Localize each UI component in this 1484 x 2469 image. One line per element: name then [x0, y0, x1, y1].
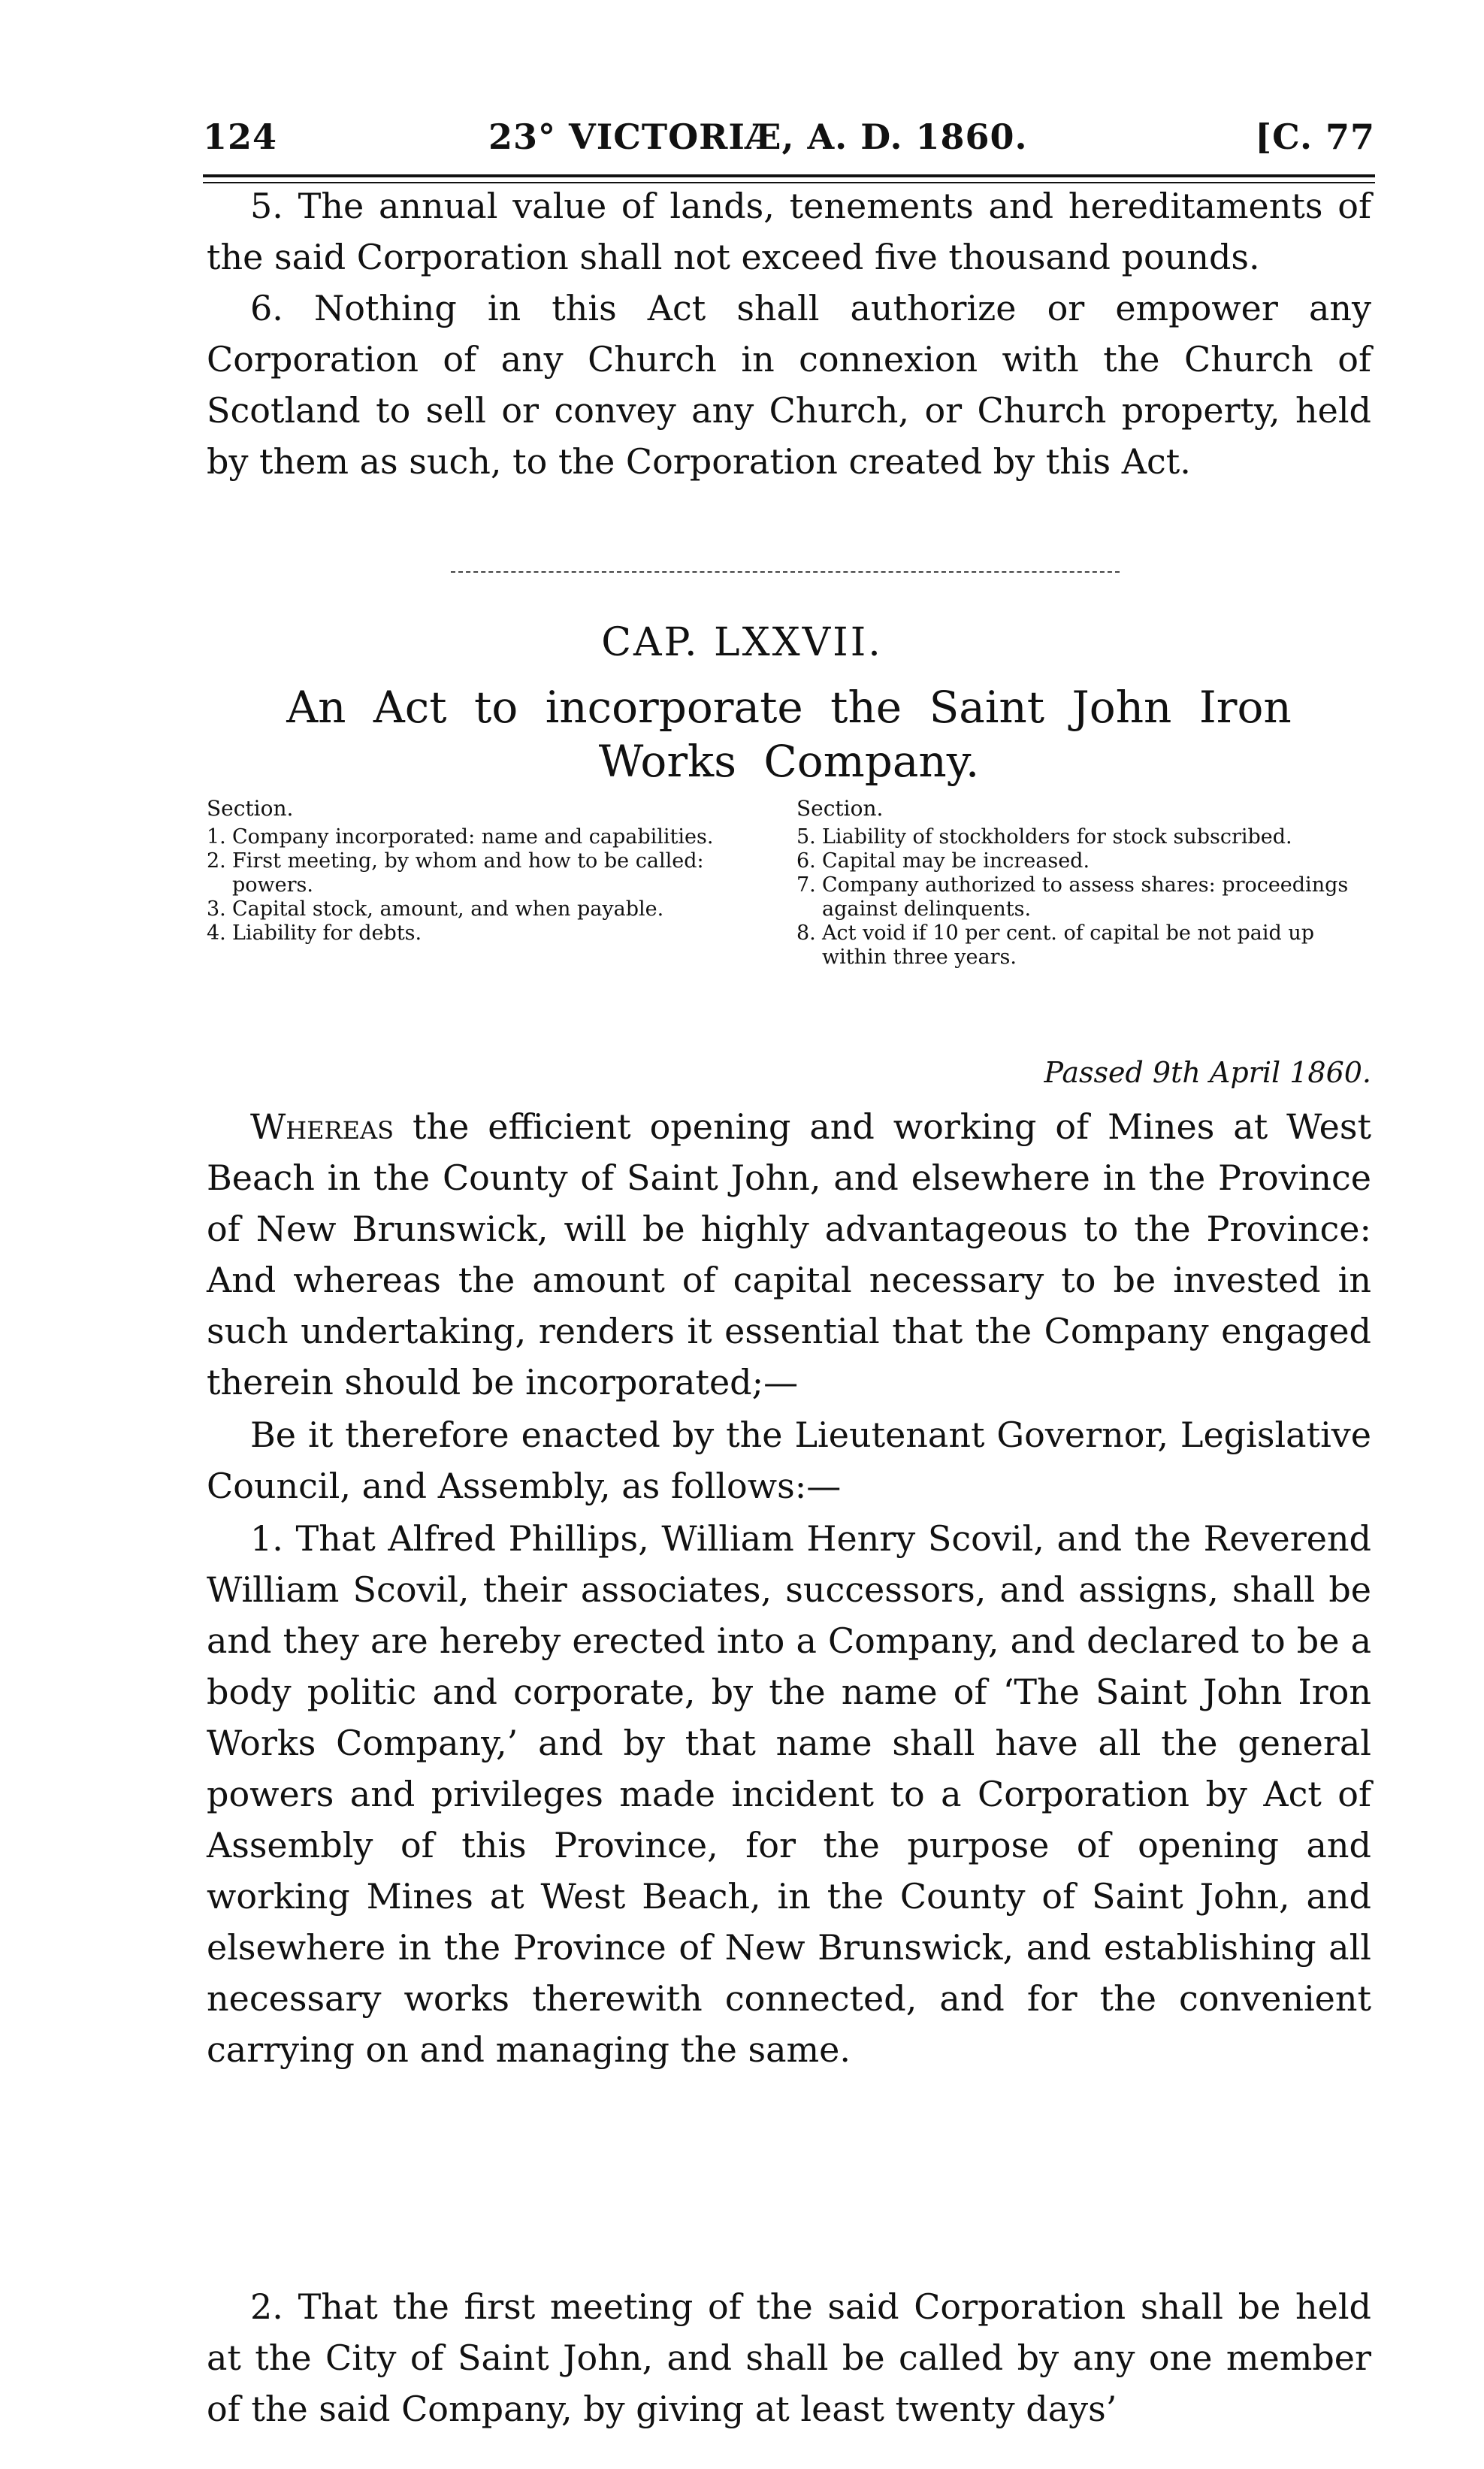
contents-heading: Section.	[796, 796, 884, 821]
contents-right-column	[796, 797, 1375, 970]
contents-item: 7. Company authorized to assess shares: proceedings against delinquents.	[796, 873, 1349, 921]
section-5-paragraph: 5. The annual value of lands, tenements and hereditaments of the said Corporation shall not exceed five thousand pounds.	[207, 186, 1371, 277]
preamble-text: the efficient opening and working of Mines at West Beach in the County of Saint John, and elsewhere in the Province of New Brunswick, will be highly advantageous to the Province: And whereas the amount of capital necessary to be invested in such undertaking, renders it essential that the Company engaged therein should be incorporated;—	[207, 1106, 1371, 1402]
contents-left-column	[207, 797, 778, 946]
contents-item: 8. Act void if 10 per cent. of capital be not paid up within three years.	[796, 921, 1315, 969]
contents-item: 2. First meeting, by whom and how to be called: powers.	[207, 849, 704, 897]
section-divider	[451, 571, 1120, 580]
header-rule-top	[203, 174, 1375, 177]
preamble-lead-word: Whereas	[250, 1106, 394, 1147]
contents-item: 3. Capital stock, amount, and when payable.	[207, 897, 664, 921]
enacting-clause: Be it therefore enacted by the Lieutenant Governor, Legislative Council, and Assembly, as follows:—	[207, 1415, 1371, 1506]
section-6-paragraph: 6. Nothing in this Act shall authorize or empower any Corporation of any Church in connexion with the Church of Scotland to sell or convey any Church, or Church property, held by them as such, to the Corporation created by this Act.	[207, 288, 1371, 482]
chapter-reference: [C. 77	[1255, 116, 1375, 157]
chapter-number: CAP. LXXVII.	[601, 620, 883, 665]
contents-heading: Section.	[207, 796, 294, 821]
preamble-paragraph	[207, 1101, 1371, 1408]
act-title: An Act to incorporate the Saint John Iron Works Company.	[286, 682, 1292, 787]
contents-item: 4. Liability for debts.	[207, 921, 422, 945]
section-1-paragraph: 1. That Alfred Phillips, William Henry Scovil, and the Reverend William Scovil, their associates, successors, and assigns, shall be and they are hereby erected into a Company, and declared to be a body politic and corporate, by the name of ‘The Saint John Iron Works Company,’ and by that name shall have all the general powers and privileges made incident to a Corporation by Act of Assembly of this Province, for the purpose of opening and working Mines at West Beach, in the County of Saint John, and elsewhere in the Province of New Brunswick, and establishing all necessary works therewith connected, and for the convenient carrying on and managing the same.	[207, 1518, 1371, 2070]
running-title: 23° VICTORIÆ, A. D. 1860.	[488, 116, 1028, 157]
section-2-paragraph: 2. That the first meeting of the said Corporation shall be held at the City of Saint John, and shall be called by any one member of the said Company, by giving at least twenty days’	[207, 2286, 1371, 2429]
contents-item: 1. Company incorporated: name and capabilities.	[207, 825, 714, 849]
contents-item: 5. Liability of stockholders for stock subscribed.	[796, 825, 1292, 849]
running-header	[203, 116, 1375, 162]
contents-item: 6. Capital may be increased.	[796, 849, 1090, 873]
passed-date: Passed 9th April 1860.	[1044, 1056, 1371, 1089]
page-number: 124	[203, 116, 278, 157]
